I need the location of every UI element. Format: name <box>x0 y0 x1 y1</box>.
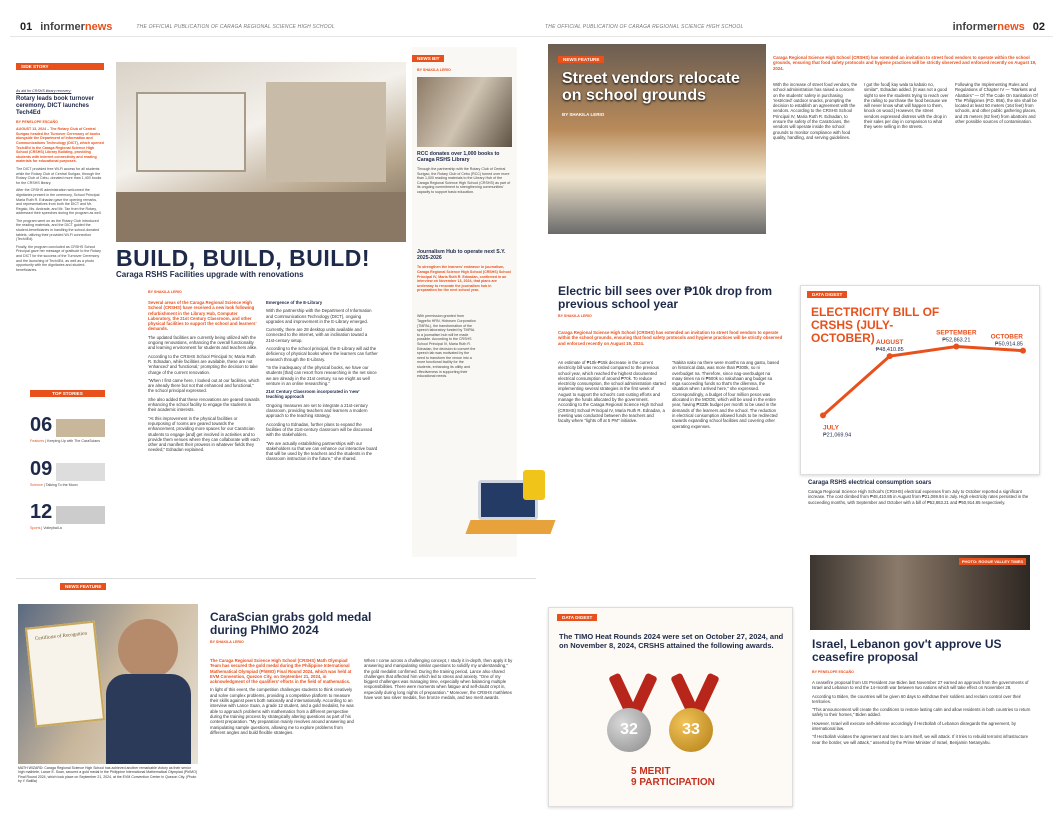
electric-title: Electric bill sees over ₱10k drop from previous school year <box>558 284 773 311</box>
category-label-july: JULY <box>823 424 840 432</box>
timo-title: The TIMO Heat Rounds 2024 were set on October 27, 2024, and on November 8, 2024, CRSHS attained the following awards. <box>559 632 784 650</box>
top-story-item[interactable]: 06 <box>30 414 105 437</box>
page-header-left <box>20 20 520 34</box>
news-bit-body: Through the partnership with the Rotary Club of Central Surigao, the Rotary Club of Cebu (RCC) turned over more than 1,000 reading materials to the Library Hub of the Caraga Regional Science High School (CRSHS) as part of its ongoing commitment to strengthening communities' capacity to support basic education. <box>417 167 511 194</box>
merit-count: 5 MERIT <box>631 766 671 777</box>
side-story <box>16 55 104 375</box>
israel-title: Israel, Lebanon gov't approve US ceasefire proposal <box>812 637 1002 664</box>
category-label-september: SEPTEMBER <box>936 329 977 337</box>
chart-caption-body: Caraga Regional Science High School's (CRSHS) electrical expenses from July to October reported a significant increase. The cost climbed from ₱48,410.85 in August from ₱21,069.94 in July. High electricity rates persisted in the succeeding months, with September and October with a bill of ₱52,863.21 and ₱50,914.85 respectively. <box>808 489 1029 505</box>
news-bit-byline: BY SHAKILA LERIO <box>417 68 451 72</box>
main-story-col2: Emergence of the E-Library With the partnership with the Department of Information and Communications Technology (DICT), ongoing upgrades and improvement in the E-Library emerged. Currently, there are 28 desktop units available and connected to the internet, with an inclination toward a 21st-century setup. According to the school principal, the E-Library will aid the deficiency of physical books where the learners can further research through the E-Library. "In the inadequacy of the physical books, we have our students [that] can resort from researching in the net since we are already in the 21st century, so we might as well venture in an online researching." 21st Century Classroom incorporated in 'new' teaching approach Ongoing measures are set to integrate a 21st-century classroom, providing teachers and learners a modern approach to the teaching strategy. According to Ednadan, further plans to expand the facilities of the 21st-century classroom will be discussed with the stakeholders. "We are actually establishing partnerships with our stakeholders so that we can enhance our interactive board that will be used by the teachers and the students in the classroom instruction in the future," she shared. <box>266 300 378 462</box>
chart-label: DATA DIGEST <box>807 291 847 298</box>
side-story-p4: Finally, the program concluded as CRSHS School Principal gave her message of gratitude to the Rotary and DICT for the success of the Turnover Ceremony and the launching of Tech4Ed, as well as a photo opportunity with the dignitaries and student-beneficiaries. <box>16 244 101 272</box>
street-vendors-title: Street vendors relocate on school grounds <box>562 70 740 104</box>
top-story-item[interactable]: 09 <box>30 458 105 481</box>
electric-col1: An estimate of ₱10k-₱15k decrease in the current electricity bill was recorded compared to the previous school year, which reached the highest documented electrical consumption of around ₱70k. To reduce electricity consumption, the school administration started implementing several strategies in the first week of August to support the school's cost-cutting efforts and manage the funds allocated by the government. According to the Caraga Regional Science High School (CRSHS) School Principal IV, Maria Ruth R. Ednadan, a meeting was conducted between the teachers and faculty where "lights off at 5 PM" initiative. <box>558 360 666 424</box>
top-story-thumb <box>56 419 105 437</box>
chart-title: ELECTRICITY BILL OF CRSHS (JULY-OCTOBER) <box>811 305 940 345</box>
street-vendors-photo <box>548 44 766 234</box>
participation-count: 9 PARTICIPATION <box>631 777 715 788</box>
value-label-october: ₱50,914.85 <box>994 341 1023 348</box>
main-story-subtitle: Caraga RSHS Facilities upgrade with renovations <box>116 270 304 279</box>
data-point-october <box>1020 348 1026 354</box>
news-bit-title2: Journalism Hub to operate next S.Y. 2025-2026 <box>417 249 506 262</box>
silver-medal: 32 <box>607 708 651 752</box>
street-vendors-lead: Caraga Regional Science High School (CRSHS) has extended an invitation to street food vendors to operate within the school grounds, ensuring that food safety protocols and hygiene practices will be strictly observed and enforced recently on August 19, 2024. <box>773 55 1037 71</box>
data-point-august <box>887 353 893 359</box>
series-line <box>823 346 1023 415</box>
data-point-september <box>953 343 959 349</box>
side-story-kicker: As aid for CRSHS library recovery: <box>16 89 72 93</box>
main-story-col1: Several areas of the Caraga Regional Science High School (CRSHS) have received a new look following refurbishment in the Library Hub, Computer Laboratory, the 21st Century Classroom, and other physical facilities to support the school and learners' demands. The updated facilities are currently being utilized with the ongoing renovations, enhancing the overall functionality and learning environment for students and teachers alike. According to the CRSHS School Principal IV, Maria Ruth R. Ednadan, while facilities are available, these are not 'enhanced' and 'functional,' prompting the decision to take charge of the current renovation. "When I first came here, I looked out at our facilities, which are already there but not that enhanced and functional," the school principal expressed. She also added that these renovations are geared towards enhancing the school facility to engage the students in their academic interests. "At this improvement in the physical facilities or repurposing of rooms are geared towards the enhancement, providing more spaces for our CaraScian students to engage [and] get involved in activities and to provide them venues where they can collaborate with each other and manifest their prowess in whatever fields they needed," Ednadan explained. <box>148 300 260 453</box>
side-story-p2: After the CRSHS administration welcomed the dignitaries present in the ceremony, School Principal Maria Ruth R. Ednadan gave the opening remarks, and representatives from both the DICT and Mr. Regalo, Ms. Andrade, and Mr. Tan from the Rotary, addressed their speeches during the program as well. <box>16 188 102 216</box>
tagline-left: THE OFFICIAL PUBLICATION OF CARAGA REGIONAL SCIENCE HIGH SCHOOL <box>136 24 335 30</box>
news-bit-photo <box>417 77 512 147</box>
electricity-chart <box>801 286 1041 476</box>
street-vendors-label: NEWS FEATURE <box>558 56 604 63</box>
page-number-right: 02 <box>1032 21 1045 33</box>
electric-byline: BY SHAKILA LERIO <box>558 314 592 318</box>
israel-body: A ceasefire proposal from US President Joe Biden last November 27 earned an approval from the governments of Israel and Lebanon to end the 14-month war between two nations which will take effect on November 28. According to Biden, the countries will be given 60 days to withdraw their soldiers and reclaim control over their territories. "This announcement will create the conditions to restore lasting calm and allow residents in both countries to return safely to their homes," Biden added. However, Israel will execute self-defense accordingly if Hezbollah of Lebanon disregards the agreement, by international law. "If Hezbollah violates the agreement and tries to arm itself, we will attack. If it tries to rebuild terrorist infrastructure near the border, we will attack," asserted by the Prime Minister of Israel, Benjamin Netanyahu. <box>812 680 1031 745</box>
side-story-p3: The program went on as the Rotary Club introduced the reading materials, and the DICT guided the student-beneficiaries in handling the school-donated tablets, utilizing their provided Wi-Fi connection (Tech4Ed). <box>16 218 100 242</box>
top-story-item[interactable]: 12 <box>30 501 105 524</box>
carascian-col1: The Caraga Regional Science High School (CRSHS) Math Olympiad Team has secured the gold medal during the Philippine International Mathematical Olympiad (PhIMO) Final Round 2024, which was held at EVM Convention, Quezon City, on September 21, 2024, in acknowledgment of the qualifiers' efforts in the field of mathematics. In light of this event, the competition challenges students to think creatively and solve complex problems, providing a competitive platform to measure their skills against peers both nationally and internationally. According to an interview with Lance Suan, a grade 12 student, and a gold medalist, he was able to approach problems with mathematics from a different perspective during the training process by strategically altering questions as part of his contest preparation. "My preparation mainly revolves around answering and manipulating sample questions, allowing me to explore problems from different angles and build flexible strategies. <box>210 658 354 735</box>
news-bit-label: NEWS BIT <box>412 55 444 62</box>
timo-panel <box>548 607 793 807</box>
gold-medal: 33 <box>669 708 713 752</box>
news-bit-caption: RCC donates over 1,000 books to Caraga RSHS Library <box>417 150 500 163</box>
category-label-october: OCTOBER <box>990 333 1023 341</box>
top-stories-label: TOP STORIES <box>30 390 105 397</box>
tagline-right: THE OFFICIAL PUBLICATION OF CARAGA REGIONAL SCIENCE HIGH SCHOOL <box>545 24 744 30</box>
brand-logo-left: informernews <box>40 21 113 33</box>
carascian-byline: BY SHAKILA LERIO <box>210 640 244 644</box>
main-story-byline: BY SHAKILA LERIO <box>148 290 182 294</box>
carascian-col2: When I come across a challenging concept, I study it in-depth, then apply it by answering and manipulating similar questions to solidify my understanding," the gold medalist confirmed. During the training period, Lance also shared challenges that affected him which led to stress and anxiety. "One of my biggest challenges was managing time, especially when balancing multiple responsibilities. There were moments when fatigue and self-doubt crept in, especially during long nights of preparation." Moreover, the CRSHS mathletes have won two silver medals, five bronze medals, and two merit awards. <box>364 658 513 701</box>
carascian-photo-caption: MATH WIZARD: Caraga Regional Science High School has achieved another remarkable victory as their senior high mathlete, Lance E. Suan, secured a gold medal in the Philippine International Mathematical Olympiad (PhIMO) Final Round 2024, which took place on September 21, 2024, at the EVM Convention Center in Quezon City. (Photo by Y. Balilla) <box>18 766 197 783</box>
value-label-august: ₱48,410.85 <box>875 347 904 354</box>
main-story-title: BUILD, BUILD, BUILD! <box>116 245 371 271</box>
student-body <box>106 674 191 764</box>
israel-photo-credit: PHOTO: ROGUE VALLEY TIMES <box>959 558 1026 565</box>
certificate: Certificate of Recognition <box>25 621 105 728</box>
data-point-july <box>820 412 826 418</box>
top-stories: TOP STORIES 06 Features | Keeping Up with The CaraScians 09 Science | Talking To the Moon 12 Sports | Volleyball-a <box>30 382 105 542</box>
street-vendors-col2: I got the food] kay wala ta kabalo no, similar", Ednadan added. [It was not a good sight to see the students trying to reach over the railing to purchase the food because we will never know what will happen to them, knock on wood.] However, the street vendors expressed distress with the drop in their sales per day in comparison to what they were selling in the streets. <box>864 82 949 130</box>
electricity-chart-panel <box>800 285 1040 475</box>
top-story-thumb <box>56 506 105 524</box>
value-label-september: ₱52,863.21 <box>942 337 971 344</box>
page-header-right <box>545 20 1045 34</box>
news-bit-body2: With permission granted from Tagpeño HRN, Hidrosen Corporation (TMPAL), the transformation of the speech laboratory funded by TMPAL to a journalism hub will be made possible. According to the CRSHS School Principal IV, Maria Ruth R. Ednadan, the decision to convert the speech lab was motivated by the need to transform the venue into a more functional facility for the students, enhancing its utility and effectiveness in supporting their educational needs. <box>417 314 476 379</box>
side-story-lead: AUGUST 13, 2024 – The Rotary Club of Central Surigao headed the Turnover Ceremony of books alongside the Department of Information and Communications Technology (DICT), which opened Tech4Ed in the Caraga Regional Science High School (CRSHS) Library Building, providing students with internet connectivity and reading materials for educational purposes. <box>16 127 104 164</box>
section-divider <box>16 578 536 579</box>
carascian-photo <box>18 604 198 764</box>
israel-byline: BY PENELOPE ESCAÑO <box>812 670 854 674</box>
israel-photo <box>810 555 1030 630</box>
carascian-label: NEWS FEATURE <box>60 583 106 590</box>
main-story-photo <box>116 62 406 242</box>
electric-lead: Caraga Regional Science High School (CRSHS) has extended an invitation to street food vendors to operate within the school grounds, ensuring that food safety protocols and hygiene practices will be strictly observed and enforced recently on August 19, 2024. <box>558 330 783 346</box>
street-vendors-byline: BY SHAKILA LERIO <box>562 112 605 117</box>
news-bit-lead2: To strengthen the learners' endeavor in journalism, Caraga Regional Science High School (CRSHS) School Principal IV, Maria Ruth R. Ednadan, confirmed in an interview on November 13, 2024, that plans are underway to renovate the journalism hub in preparation for the next school year. <box>417 265 511 293</box>
value-label-july: ₱21,069.94 <box>823 432 852 439</box>
side-story-p1: The DICT provided free Wi-Fi access for all students while the Rotary Club of Central Surigao, through the Rotary Club of Cebu, donated more than 1,400 books for the CRSHS library. <box>16 166 102 185</box>
header-divider <box>10 36 1053 37</box>
computer-illustration <box>468 470 558 550</box>
top-story-thumb <box>56 463 105 481</box>
side-story-label: SIDE STORY <box>16 63 104 70</box>
chart-caption-title: Caraga RSHS electrical consumption soars <box>808 480 932 486</box>
page-number-left: 01 <box>20 21 33 33</box>
carascian-title: CaraScian grabs gold medal during PhIMO 2024 <box>210 610 372 637</box>
student-face <box>118 619 178 679</box>
street-vendors-col3: Following the Implementing Rules and Regulations of Chapter IV — "Markets and Abattoirs" — Of The Code On Sanitation Of The Philippines (P.D. 856), the site shall be located at least 50 meters (164 feet) from schools, and other public gathering places, and 25 meters (82 feet) from abattoirs and other possible sources of contamination. <box>955 82 1038 125</box>
timo-label: DATA DIGEST <box>557 614 597 621</box>
street-vendors-col1: With the increase of street food vendors, the school administration has raised a concern on the students' safety in purchasing 'restricted' outdoor snacks, prompting the decision to establish an agreement with the vendors. According to the CRSHS School Principal IV, Maria Ruth R. Ednadan, to ensure the safety of the CaraScians, the vendors will operate inside the school grounds to monitor compliance with food quality, handling, and serving guidelines. <box>773 82 858 140</box>
side-story-title: Rotary leads book turnover ceremony, DICT launches Tech4Ed <box>16 95 95 116</box>
category-label-august: AUGUST <box>875 339 904 347</box>
brand-logo-right: informernews <box>952 21 1025 33</box>
electric-col2: "Nakita nako na there were months na ang gastu, based on historical data, was more than ₱300k, so ni overbudget na. Therefore, since nag-overbudget na maay times na ni ₱500k so nakuhaan ang budget sa mga succeeding funds so that's the dilemma, the situation when I arrived here," she expressed. Correspondingly, a budget of four million pesos was allocated in the MOOE, which will be used in the entire year, having ₱333k budget per month to be used in the demands of the learners and the school. The reduction in electrical consumption allowed funds to be redirected towards expanding school facilities and covering other operating expenses. <box>672 360 780 429</box>
side-story-byline: BY PENELOPE ESCAÑO <box>16 119 58 124</box>
